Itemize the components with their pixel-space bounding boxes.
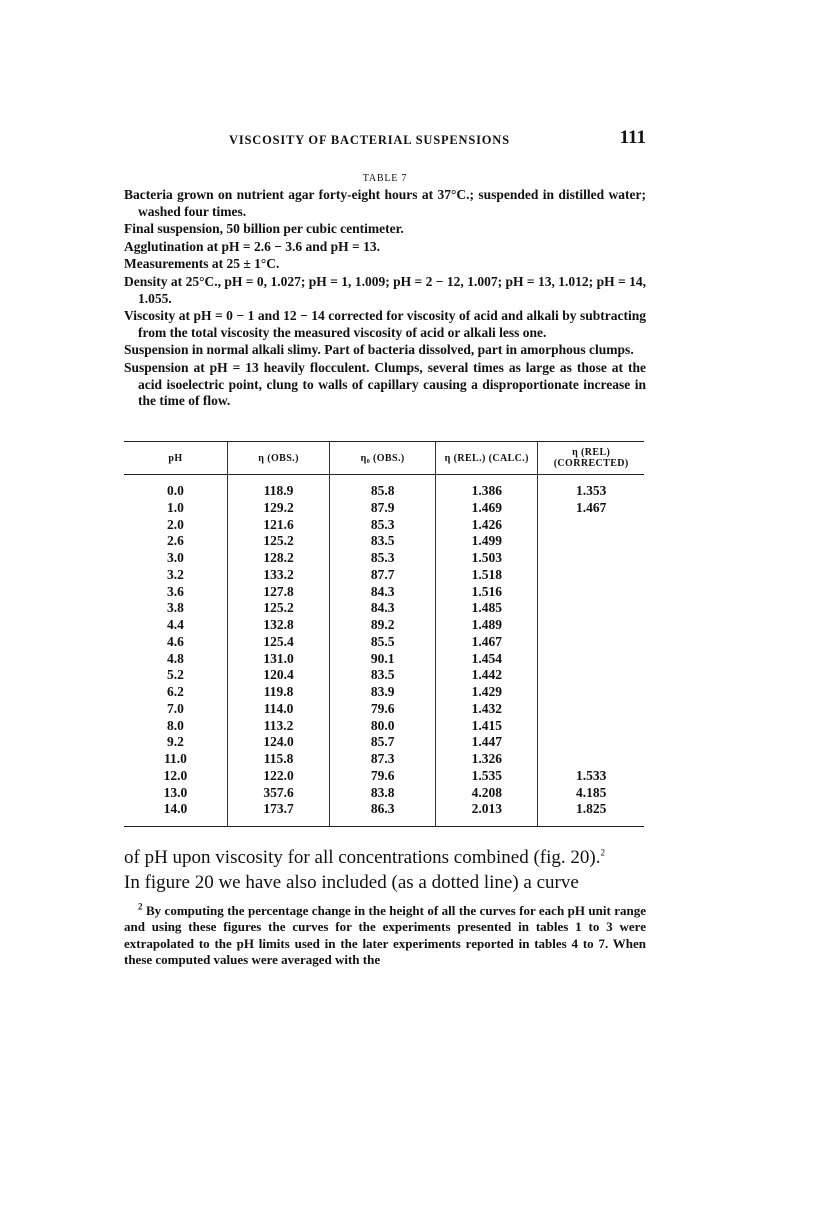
- body-line-text: of pH upon viscosity for all concentrations combined (fig. 20).: [124, 847, 601, 868]
- cell-rel-calc: 1.516: [436, 584, 538, 601]
- cell-rel-calc: 1.447: [436, 734, 538, 751]
- cell-viscosity0-obs: 85.3: [330, 550, 436, 567]
- cell-rel-calc: 1.469: [436, 500, 538, 517]
- cell-viscosity-obs: 127.8: [227, 584, 329, 601]
- table-row: [124, 634, 644, 651]
- cell-ph: 2.6: [167, 533, 184, 549]
- body-text: [124, 845, 646, 895]
- page-header: [124, 127, 646, 152]
- column-header-ph: pH: [124, 442, 227, 475]
- table-note: Final suspension, 50 billion per cubic centimeter.: [124, 221, 404, 237]
- table-row: [124, 550, 644, 567]
- table-row: [124, 475, 644, 500]
- table-row: [124, 785, 644, 802]
- cell-rel-calc: 1.415: [436, 718, 538, 735]
- cell-ph: 14.0: [124, 801, 227, 826]
- cell-ph: 2.0: [167, 516, 184, 532]
- table-row: [124, 718, 644, 735]
- cell-rel-calc: 1.426: [436, 517, 538, 534]
- table-row: [124, 500, 644, 517]
- cell-ph: 3.6: [167, 583, 184, 599]
- page-number: 111: [619, 127, 646, 148]
- cell-viscosity-obs: 132.8: [227, 617, 329, 634]
- cell-ph: 3.0: [167, 550, 184, 565]
- cell-rel-corrected: 1.353: [538, 475, 644, 500]
- cell-rel-corrected: [538, 734, 644, 751]
- cell-rel-calc: 4.208: [436, 785, 538, 802]
- footnote-mark: 2: [138, 901, 143, 912]
- cell-rel-corrected: 1.533: [538, 768, 644, 785]
- cell-ph: 0.0: [167, 483, 184, 498]
- cell-rel-corrected: [538, 550, 644, 567]
- table-row: [124, 768, 644, 785]
- cell-viscosity-obs: 124.0: [227, 734, 329, 751]
- cell-rel-calc: 1.326: [436, 751, 538, 768]
- cell-rel-calc: 1.454: [436, 651, 538, 668]
- cell-viscosity0-obs: 87.3: [330, 751, 436, 768]
- table-note: Suspension at pH = 13 heavily flocculent. Clumps, several times as large as those at the acid isoelectric point, clung to walls of capillary causing a disproportionate increase in the time of flow.: [124, 359, 646, 409]
- cell-rel-corrected: [538, 567, 644, 584]
- cell-viscosity-obs: 122.0: [227, 768, 329, 785]
- cell-ph: 5.2: [167, 667, 184, 683]
- table-header-row: [124, 442, 644, 475]
- cell-rel-calc: 1.518: [436, 567, 538, 584]
- table-row: [124, 701, 644, 718]
- cell-ph: 11.0: [164, 751, 187, 766]
- cell-rel-calc: 1.503: [436, 550, 538, 567]
- cell-viscosity0-obs: 80.0: [330, 718, 436, 735]
- table-row: [124, 651, 644, 668]
- footnote-reference: 2: [600, 847, 605, 858]
- cell-ph: 13.0: [163, 784, 188, 800]
- cell-viscosity-obs: 118.9: [227, 475, 329, 500]
- column-header-viscosity-obs: η (OBS.): [227, 442, 329, 475]
- table-row: [124, 751, 644, 768]
- cell-viscosity-obs: 125.2: [227, 600, 329, 617]
- cell-viscosity0-obs: 87.7: [330, 567, 436, 584]
- cell-viscosity-obs: 121.6: [227, 517, 329, 534]
- table-row: [124, 584, 644, 601]
- cell-viscosity0-obs: 85.5: [330, 634, 436, 651]
- cell-viscosity0-obs: 83.8: [330, 785, 436, 802]
- table-notes: [124, 187, 646, 411]
- cell-rel-corrected: 1.825: [538, 801, 644, 826]
- cell-viscosity0-obs: 83.9: [330, 684, 436, 701]
- cell-rel-calc: 1.489: [436, 617, 538, 634]
- table-row: [124, 533, 644, 550]
- cell-rel-corrected: [538, 751, 644, 768]
- column-header-viscosity0-obs: η₀ (OBS.): [330, 442, 436, 475]
- table-row: [124, 684, 644, 701]
- cell-rel-corrected: 1.467: [538, 500, 644, 517]
- table-row: [124, 801, 644, 826]
- cell-rel-calc: 1.386: [436, 475, 538, 500]
- cell-rel-corrected: [538, 718, 644, 735]
- cell-rel-calc: 1.429: [436, 684, 538, 701]
- cell-rel-corrected: 4.185: [538, 785, 644, 802]
- cell-rel-calc: 1.442: [436, 667, 538, 684]
- table-note: Suspension in normal alkali slimy. Part of bacteria dissolved, part in amorphous clumps.: [124, 342, 634, 358]
- cell-ph: 6.2: [167, 684, 184, 699]
- table-row: [124, 567, 644, 584]
- cell-viscosity-obs: 129.2: [227, 500, 329, 517]
- cell-rel-calc: 1.432: [436, 701, 538, 718]
- cell-viscosity0-obs: 90.1: [330, 651, 436, 668]
- table-note: Agglutination at pH = 2.6 − 3.6 and pH = 13.: [124, 238, 380, 254]
- cell-viscosity-obs: 125.4: [227, 634, 329, 651]
- cell-ph: 8.0: [167, 717, 184, 733]
- cell-viscosity0-obs: 85.8: [330, 475, 436, 500]
- table-body: [124, 475, 644, 827]
- table-note: Measurements at 25 ± 1°C.: [124, 256, 280, 272]
- cell-rel-corrected: [538, 651, 644, 668]
- cell-rel-calc: 2.013: [436, 801, 538, 826]
- cell-viscosity0-obs: 89.2: [330, 617, 436, 634]
- cell-rel-corrected: [538, 701, 644, 718]
- table-row: [124, 517, 644, 534]
- cell-viscosity-obs: 115.8: [227, 751, 329, 768]
- cell-rel-corrected: [538, 517, 644, 534]
- cell-viscosity0-obs: 79.6: [330, 701, 436, 718]
- cell-ph: 3.8: [167, 600, 184, 616]
- cell-rel-corrected: [538, 533, 644, 550]
- running-title: VISCOSITY OF BACTERIAL SUSPENSIONS: [229, 133, 510, 147]
- cell-viscosity-obs: 119.8: [227, 684, 329, 701]
- cell-rel-corrected: [538, 584, 644, 601]
- table-row: [124, 600, 644, 617]
- cell-viscosity0-obs: 86.3: [330, 801, 436, 826]
- cell-rel-calc: 1.535: [436, 768, 538, 785]
- table-row: [124, 617, 644, 634]
- table-row: [124, 667, 644, 684]
- body-line: In figure 20 we have also included (as a dotted line) a curve: [124, 872, 579, 893]
- column-header-rel-calc: η (REL.) (CALC.): [436, 442, 538, 475]
- table-note: Density at 25°C., pH = 0, 1.027; pH = 1, 1.009; pH = 2 − 12, 1.007; pH = 13, 1.012; pH = 14, 1.055.: [124, 273, 646, 306]
- cell-viscosity0-obs: 84.3: [330, 584, 436, 601]
- table-row: [124, 734, 644, 751]
- cell-viscosity-obs: 357.6: [227, 785, 329, 802]
- cell-viscosity0-obs: 79.6: [330, 768, 436, 785]
- cell-rel-corrected: [538, 617, 644, 634]
- cell-ph: 4.6: [167, 633, 184, 649]
- cell-viscosity-obs: 113.2: [227, 718, 329, 735]
- table-note: Viscosity at pH = 0 − 1 and 12 − 14 corrected for viscosity of acid and alkali by subtracting from the total viscosity the measured viscosity of acid or alkali less one.: [124, 308, 646, 340]
- cell-rel-corrected: [538, 600, 644, 617]
- cell-viscosity0-obs: 83.5: [330, 667, 436, 684]
- cell-ph: 7.0: [167, 700, 184, 716]
- cell-ph: 9.2: [167, 734, 184, 750]
- cell-rel-corrected: [538, 667, 644, 684]
- cell-rel-calc: 1.467: [436, 634, 538, 651]
- viscosity-table: [124, 441, 644, 827]
- footnote-text: By computing the percentage change in the height of all the curves for each pH unit range and using these figures the curves for the experiments presented in tables 1 to 3 were extrapolated to the pH limits used in the later experiments reported in tables 4 to 7. When these computed values were averaged with the: [124, 903, 646, 968]
- cell-viscosity-obs: 120.4: [227, 667, 329, 684]
- cell-rel-calc: 1.485: [436, 600, 538, 617]
- table-note: Bacteria grown on nutrient agar forty-eight hours at 37°C.; suspended in distilled water; washed four times.: [124, 187, 646, 219]
- cell-viscosity0-obs: 83.5: [330, 533, 436, 550]
- cell-ph: 12.0: [163, 767, 188, 783]
- cell-viscosity-obs: 125.2: [227, 533, 329, 550]
- cell-viscosity-obs: 128.2: [227, 550, 329, 567]
- cell-viscosity0-obs: 85.7: [330, 734, 436, 751]
- cell-viscosity0-obs: 84.3: [330, 600, 436, 617]
- cell-ph: 4.8: [167, 650, 184, 666]
- cell-viscosity-obs: 114.0: [227, 701, 329, 718]
- cell-ph: 1.0: [167, 499, 184, 515]
- cell-viscosity0-obs: 87.9: [330, 500, 436, 517]
- cell-ph: 4.4: [167, 617, 184, 632]
- footnote: [124, 903, 646, 969]
- cell-viscosity-obs: 131.0: [227, 651, 329, 668]
- cell-viscosity-obs: 173.7: [227, 801, 329, 826]
- cell-rel-calc: 1.499: [436, 533, 538, 550]
- cell-ph: 3.2: [167, 566, 184, 582]
- table-label: TABLE 7: [362, 173, 408, 184]
- cell-rel-corrected: [538, 634, 644, 651]
- cell-viscosity-obs: 133.2: [227, 567, 329, 584]
- cell-viscosity0-obs: 85.3: [330, 517, 436, 534]
- column-header-rel-corrected: η (REL) (CORRECTED): [538, 442, 644, 475]
- cell-rel-corrected: [538, 684, 644, 701]
- body-line: [124, 845, 646, 870]
